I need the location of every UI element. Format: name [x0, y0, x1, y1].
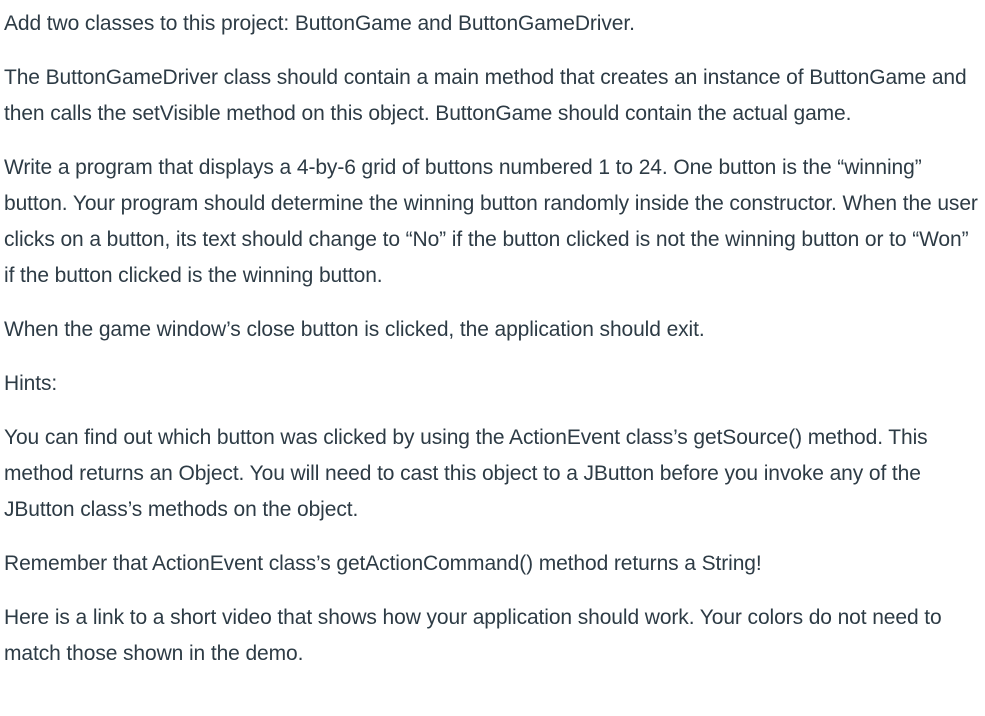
intro-paragraph: Add two classes to this project: ButtonGame and ButtonGameDriver.: [4, 12, 635, 35]
close-behavior-paragraph: When the game window’s close button is clicked, the application should exit.: [4, 318, 705, 341]
actioncommand-hint-paragraph: Remember that ActionEvent class’s getActionCommand() method returns a String!: [4, 552, 762, 575]
hints-heading: Hints:: [4, 372, 58, 395]
driver-class-paragraph: The ButtonGameDriver class should contain a main method that creates an instance of ButtonGame and then calls the setVisible method on this object. ButtonGame should contain the actual game.: [4, 66, 967, 125]
getsource-hint-paragraph: You can find out which button was clicked by using the ActionEvent class’s getSource() method. This method returns an Object. You will need to cast this object to a JButton before you invoke any of the JButton class’s methods on the object.: [4, 426, 928, 521]
video-note-paragraph: Here is a link to a short video that shows how your application should work. Your colors do not need to match those shown in the demo.: [4, 606, 942, 665]
game-description-paragraph: Write a program that displays a 4-by-6 grid of buttons numbered 1 to 24. One button is the “winning” button. Your program should determine the winning button randomly inside the constructor. When the user clicks on a button, its text should change to “No” if the button clicked is not the winning button or to “Won” if the button clicked is the winning button.: [4, 156, 978, 287]
